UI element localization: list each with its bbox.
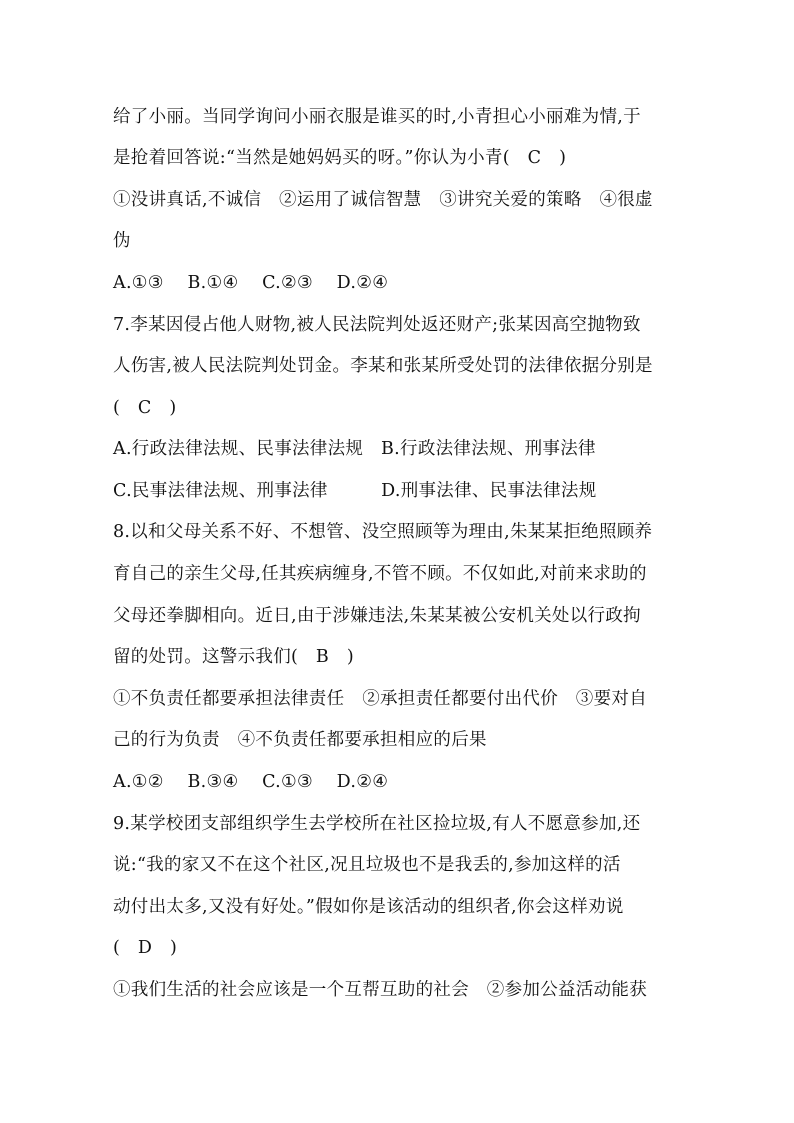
text-line: 父母还拳脚相向。近日,由于涉嫌违法,朱某某被公安机关处以行政拘 [113, 606, 641, 626]
answer-blank-line: ( C ) [113, 398, 177, 418]
question-9-line: 9.某学校团支部组织学生去学校所在社区捡垃圾,有人不愿意参加,还 [113, 814, 641, 834]
text-line: 伪 [113, 231, 131, 251]
answer-options-line: C.民事法律法规、刑事法律 D.刑事法律、民事法律法规 [113, 481, 597, 501]
text-line: 留的处罚。这警示我们( B ) [113, 647, 355, 667]
text-line: ①不负责任都要承担法律责任 ②承担责任都要付出代价 ③要对自 [113, 689, 647, 709]
answer-blank-line: ( D ) [113, 938, 178, 958]
answer-options-line: A.行政法律法规、民事法律法规 B.行政法律法规、刑事法律 [113, 439, 596, 459]
text-line: 人伤害,被人民法院判处罚金。李某和张某所受处罚的法律依据分别是 [113, 356, 653, 376]
answer-options-line: A.①③ B.①④ C.②③ D.②④ [113, 273, 389, 293]
text-line: 说:“我的家又不在这个社区,况且垃圾也不是我丢的,参加这样的活 [113, 855, 621, 875]
text-line: 给了小丽。当同学询问小丽衣服是谁买的时,小青担心小丽难为情,于 [113, 107, 641, 127]
text-line: 己的行为负责 ④不负责任都要承担相应的后果 [113, 730, 487, 750]
question-8-line: 8.以和父母关系不好、不想管、没空照顾等为理由,朱某某拒绝照顾养 [113, 522, 653, 542]
text-line: ①没讲真话,不诚信 ②运用了诚信智慧 ③讲究关爱的策略 ④很虚 [113, 190, 653, 210]
question-7-line: 7.李某因侵占他人财物,被人民法院判处返还财产;张某因高空抛物致 [113, 315, 641, 335]
text-line: 育自己的亲生父母,任其疾病缠身,不管不顾。不仅如此,对前来求助的 [113, 564, 647, 584]
answer-options-line: A.①② B.③④ C.①③ D.②④ [113, 772, 389, 792]
text-line: 是抢着回答说:“当然是她妈妈买的呀。”你认为小青( C ) [113, 148, 567, 168]
text-line: ①我们生活的社会应该是一个互帮互助的社会 ②参加公益活动能获 [113, 980, 647, 1000]
text-line: 动付出太多,又没有好处。”假如你是该活动的组织者,你会这样劝说 [113, 897, 624, 917]
